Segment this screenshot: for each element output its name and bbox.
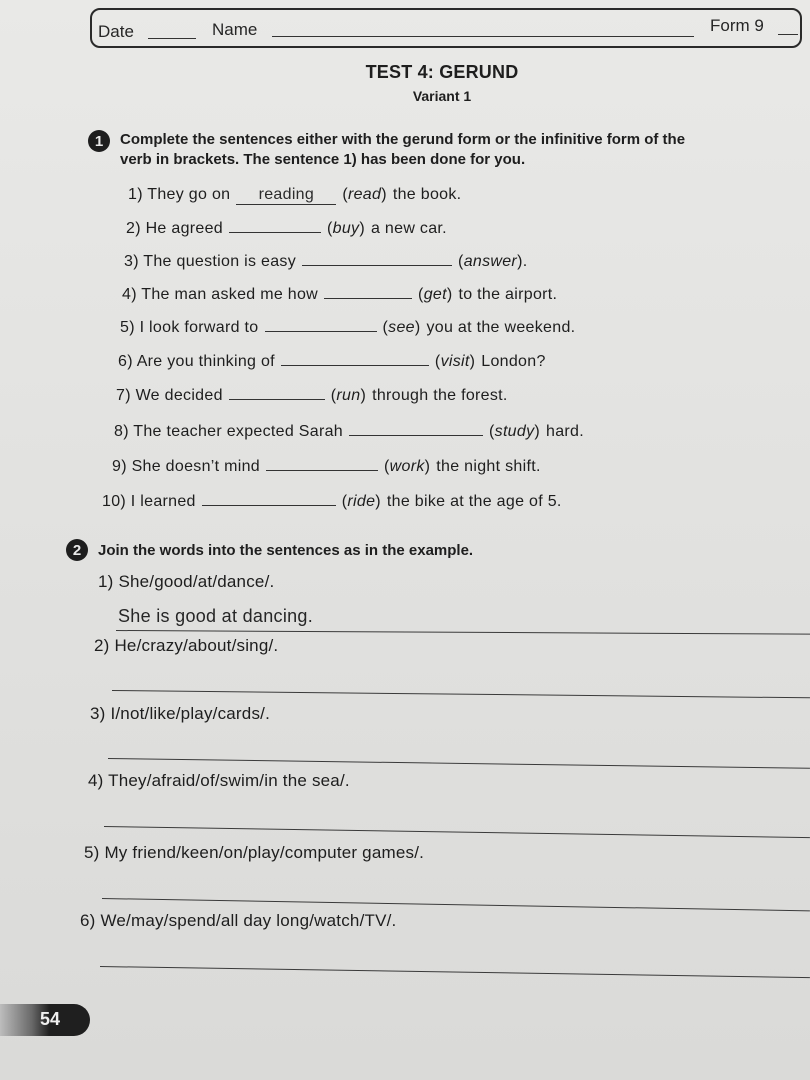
- exercise-1-item: [102, 492, 562, 511]
- verb-hint: work: [389, 458, 425, 475]
- paren: (: [342, 186, 348, 203]
- exercise-2-instruction: Join the words into the sentences as in the example.: [98, 542, 474, 559]
- name-label: Name: [212, 20, 258, 39]
- item-text: 6) Are you thinking of: [118, 353, 275, 370]
- example-answer: She is good at dancing.: [118, 606, 314, 626]
- exercise-1-item: [114, 422, 584, 441]
- verb-hint: get: [423, 286, 447, 303]
- paren: (: [489, 423, 495, 440]
- exercise-1-item: [116, 386, 508, 405]
- item-text-end: through the forest.: [372, 387, 508, 404]
- answer-blank[interactable]: [202, 492, 336, 506]
- item-text-end: the book.: [392, 186, 462, 203]
- item-text: 2) He agreed: [126, 220, 223, 237]
- answer-line[interactable]: [100, 966, 810, 978]
- item-text: 5) I look forward to: [120, 319, 259, 336]
- exercise-1-item: [126, 219, 447, 238]
- answer-line[interactable]: [112, 690, 810, 698]
- exercise-2-prompt: 3) I/not/like/play/cards/.: [90, 704, 270, 723]
- paren: ): [469, 353, 476, 370]
- verb-hint: visit: [440, 353, 470, 370]
- paren: ): [424, 458, 431, 475]
- item-text-end: hard.: [546, 423, 584, 440]
- exercise-1-item: [128, 186, 461, 205]
- paren: ): [359, 220, 365, 237]
- date-field[interactable]: [148, 38, 196, 39]
- answer-blank[interactable]: [324, 285, 412, 299]
- answer-blank[interactable]: [349, 422, 483, 436]
- item-text: 9) She doesn’t mind: [112, 458, 261, 475]
- verb-hint: ride: [347, 493, 376, 510]
- test-title: TEST 4: GERUND: [365, 62, 519, 82]
- paren: (: [327, 220, 333, 237]
- page-number: 54: [40, 1009, 61, 1029]
- paren: ): [381, 186, 387, 203]
- exercise-1-instruction-line-2: verb in brackets. The sentence 1) has been done for you.: [120, 151, 526, 168]
- answer-example: reading: [236, 186, 336, 205]
- verb-hint: read: [347, 186, 382, 203]
- verb-hint: run: [336, 387, 361, 404]
- exercise-1-item: [112, 457, 541, 476]
- item-text-end: to the airport.: [458, 286, 558, 303]
- verb-hint: study: [494, 423, 535, 440]
- item-text-end: the bike at the age of 5.: [386, 493, 562, 510]
- paren: (: [418, 286, 424, 303]
- verb-hint: answer: [463, 253, 518, 270]
- exercise-2-prompt: 2) He/crazy/about/sing/.: [94, 636, 279, 655]
- item-text-end: a new car.: [370, 220, 447, 237]
- exercise-1-item: [118, 352, 546, 371]
- form-label: Form 9: [710, 16, 764, 35]
- answer-blank[interactable]: [229, 219, 321, 233]
- item-text: 4) The man asked me how: [122, 286, 319, 303]
- item-text-end: London?: [481, 353, 546, 370]
- name-field[interactable]: [272, 36, 694, 37]
- verb-hint: see: [388, 319, 415, 336]
- exercise-2-prompt: 6) We/may/spend/all day long/watch/TV/.: [80, 911, 397, 930]
- answer-blank[interactable]: [266, 457, 378, 471]
- answer-line[interactable]: [104, 826, 810, 838]
- exercise-1-badge: 1: [88, 130, 110, 152]
- paren: ): [517, 253, 523, 270]
- item-text: 8) The teacher expected Sarah: [114, 423, 343, 440]
- paren: (: [341, 493, 348, 510]
- paren: (: [384, 458, 390, 475]
- exercise-2-badge: 2: [66, 539, 88, 561]
- exercise-1-item: [122, 285, 557, 304]
- item-text: 10) I learned: [102, 493, 196, 510]
- answer-line[interactable]: [102, 898, 810, 911]
- paren: ): [375, 493, 381, 510]
- exercise-2-prompt: 5) My friend/keen/on/play/computer games/.: [84, 843, 425, 862]
- answer-blank[interactable]: [302, 252, 452, 266]
- answer-line: [116, 630, 810, 635]
- paren: ): [414, 319, 421, 336]
- answer-line[interactable]: [108, 758, 810, 769]
- answer-blank[interactable]: [265, 318, 377, 332]
- paren: ): [446, 286, 453, 303]
- paren: ): [534, 423, 541, 440]
- item-text-end: the night shift.: [436, 458, 541, 475]
- paren: ): [360, 387, 367, 404]
- verb-hint: buy: [332, 220, 360, 237]
- date-label: Date: [98, 22, 134, 41]
- exercise-1-item: [120, 318, 575, 337]
- variant-label: Variant 1: [412, 88, 472, 104]
- header-box: [90, 8, 802, 48]
- exercise-2-prompt: 1) She/good/at/dance/.: [98, 572, 275, 591]
- item-text-end: .: [522, 253, 528, 270]
- paren: (: [330, 387, 337, 404]
- item-text: 1) They go on: [128, 186, 231, 203]
- item-text: 7) We decided: [116, 387, 223, 404]
- exercise-2-prompt: 4) They/afraid/of/swim/in the sea/.: [88, 771, 350, 790]
- paren: (: [458, 253, 464, 270]
- item-text: 3) The question is easy: [124, 253, 297, 270]
- item-text-end: you at the weekend.: [426, 319, 576, 336]
- answer-blank[interactable]: [229, 386, 325, 400]
- paren: (: [382, 319, 389, 336]
- page-number-tab: [0, 1004, 90, 1036]
- form-field[interactable]: [778, 34, 798, 35]
- answer-blank[interactable]: [281, 352, 429, 366]
- exercise-1-instruction-line-1: Complete the sentences either with the gerund form or the infinitive form of the: [120, 131, 686, 148]
- exercise-1-item: [124, 252, 527, 271]
- paren: (: [434, 353, 441, 370]
